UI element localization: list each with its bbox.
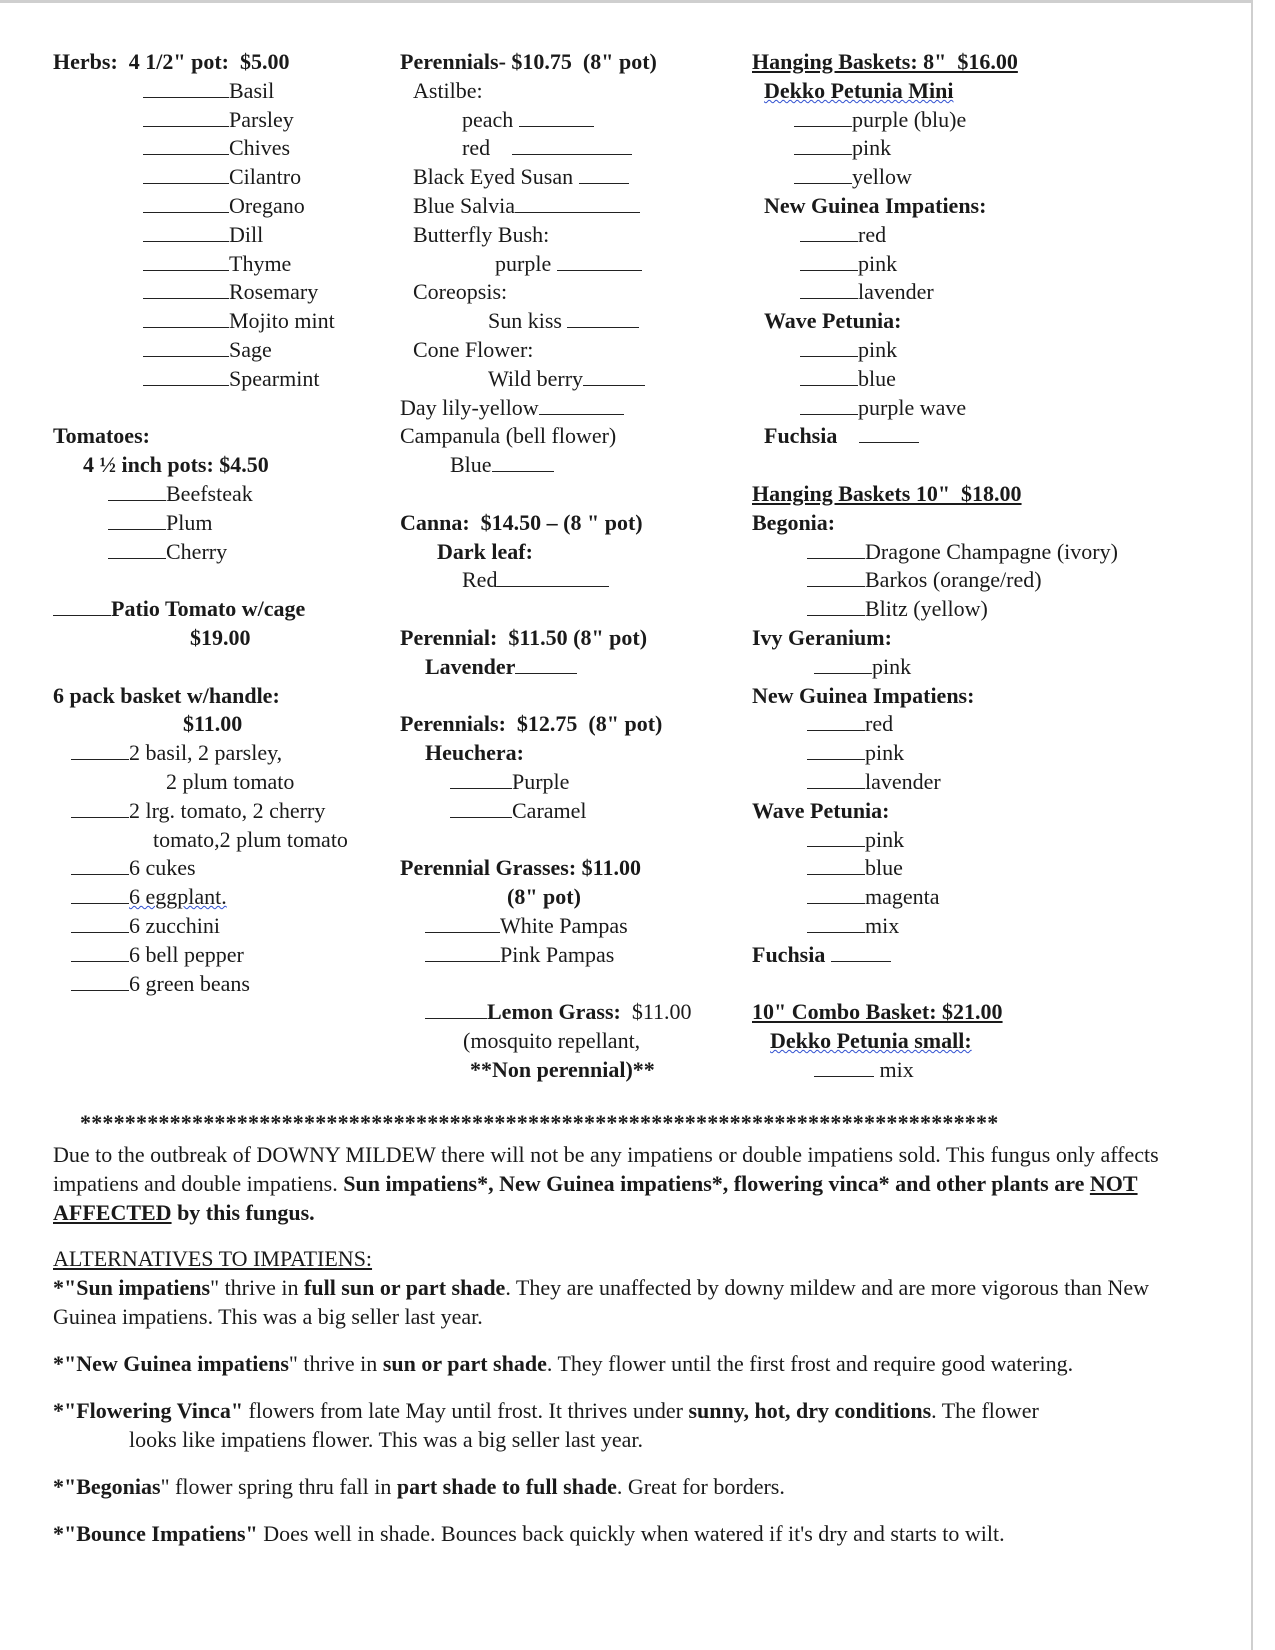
ivy-label: Ivy Geranium: xyxy=(752,624,892,650)
vinca-note-cont: looks like impatiens flower. This was a big seller last year. xyxy=(129,1427,644,1452)
hanging10-heading: Hanging Baskets 10" $18.00 xyxy=(752,480,1022,506)
combo-heading: 10" Combo Basket: $21.00 xyxy=(752,999,1003,1025)
herb-list xyxy=(53,77,393,394)
order-blank[interactable] xyxy=(800,336,858,357)
order-blank[interactable] xyxy=(71,912,129,933)
order-blank[interactable] xyxy=(143,192,229,213)
list-item: 2 basil, 2 parsley, xyxy=(53,739,393,768)
list-item: mix xyxy=(752,912,1182,941)
list-item: pink xyxy=(752,336,1182,365)
perennials-heading: Perennials- $10.75 (8" pot) xyxy=(400,49,657,74)
ngi10-label: New Guinea Impatiens: xyxy=(752,682,975,708)
list-item: Black Eyed Susan xyxy=(400,163,745,192)
list-item: red xyxy=(400,134,745,163)
list-item: Lavender xyxy=(400,653,745,682)
order-blank[interactable] xyxy=(108,480,166,501)
dark-leaf-label: Dark leaf: xyxy=(437,538,533,564)
order-blank[interactable] xyxy=(807,566,865,587)
list-item: Dragone Champagne (ivory) xyxy=(752,538,1182,567)
herbs-heading: Herbs: 4 1/2" pot: $5.00 xyxy=(53,49,290,74)
list-item: Mojito mint xyxy=(53,307,393,336)
list-item: Wild berry xyxy=(400,365,745,394)
order-blank[interactable] xyxy=(567,307,639,328)
grasses-heading: Perennial Grasses: $11.00 xyxy=(400,855,641,881)
list-item: Dill xyxy=(53,221,393,250)
tomato-pot-price: 4 ½ inch pots: $4.50 xyxy=(83,452,269,478)
order-blank[interactable] xyxy=(807,710,865,731)
list-item: Spearmint xyxy=(53,365,393,394)
order-blank[interactable] xyxy=(108,538,166,559)
list-item: Fuchsia xyxy=(752,422,1182,451)
list-item: Oregano xyxy=(53,192,393,221)
new-guinea-note: *"New Guinea impatiens" thrive in sun or part shade. They flower until the first frost and require good watering. xyxy=(53,1351,1074,1376)
list-item: Plum xyxy=(53,509,393,538)
list-item: Beefsteak xyxy=(53,480,393,509)
sun-impatiens-note: *"Sun impatiens" thrive in full sun or part shade. They are unaffected by downy mildew and are more vigorous than New Guinea impatiens. This was a big seller last year. xyxy=(53,1275,1150,1329)
order-blank[interactable] xyxy=(497,566,609,587)
column-perennials xyxy=(400,48,745,1085)
order-blank[interactable] xyxy=(859,422,919,443)
order-blank[interactable] xyxy=(800,394,858,415)
campanula-label: Campanula (bell flower) xyxy=(400,423,617,449)
astilbe-label: Astilbe: xyxy=(413,77,483,103)
order-blank[interactable] xyxy=(807,595,865,616)
order-blank[interactable] xyxy=(800,278,858,299)
begonia-label: Begonia: xyxy=(752,509,836,535)
order-blank[interactable] xyxy=(807,883,865,904)
order-blank[interactable] xyxy=(108,509,166,530)
vinca-note: *"Flowering Vinca" flowers from late May until frost. It thrives under sunny, hot, dry conditions. The flower xyxy=(53,1398,1039,1423)
order-blank[interactable] xyxy=(425,941,500,962)
list-item: Cilantro xyxy=(53,163,393,192)
list-item: Purple xyxy=(400,768,745,797)
order-blank[interactable] xyxy=(143,307,229,328)
order-blank[interactable] xyxy=(143,163,229,184)
list-item: 6 bell pepper xyxy=(53,941,393,970)
order-blank[interactable] xyxy=(143,365,229,386)
list-item: yellow xyxy=(752,163,1182,192)
list-item: White Pampas xyxy=(400,912,745,941)
order-blank[interactable] xyxy=(800,221,858,242)
order-blank[interactable] xyxy=(794,106,852,127)
hanging8-heading: Hanging Baskets: 8" $16.00 xyxy=(752,49,1018,74)
ngi-label: New Guinea Impatiens: xyxy=(764,192,987,218)
order-blank[interactable] xyxy=(425,912,500,933)
order-blank[interactable] xyxy=(579,163,629,184)
order-blank[interactable] xyxy=(71,797,129,818)
list-item: purple (blu)e xyxy=(752,106,1182,135)
alternatives-section xyxy=(53,1244,1203,1548)
wave10-label: Wave Petunia: xyxy=(752,797,890,823)
basket-price: $11.00 xyxy=(183,711,243,737)
cone-label: Cone Flower: xyxy=(413,336,534,362)
order-blank[interactable] xyxy=(807,768,865,789)
butterfly-label: Butterfly Bush: xyxy=(413,221,550,247)
order-blank[interactable] xyxy=(800,365,858,386)
list-item: Caramel xyxy=(400,797,745,826)
order-blank[interactable] xyxy=(71,970,129,991)
order-blank[interactable] xyxy=(450,797,512,818)
list-item: Blue xyxy=(400,451,745,480)
list-item: lavender xyxy=(752,278,1182,307)
order-blank[interactable] xyxy=(143,250,229,271)
canna-heading: Canna: $14.50 – (8 " pot) xyxy=(400,509,643,535)
combo-dekko-label: Dekko Petunia small: xyxy=(770,1028,972,1054)
list-item: blue xyxy=(752,854,1182,883)
list-item: lavender xyxy=(752,768,1182,797)
order-blank[interactable] xyxy=(539,394,624,415)
order-blank[interactable] xyxy=(143,106,229,127)
order-blank[interactable] xyxy=(71,883,129,904)
list-item: 2 lrg. tomato, 2 cherry xyxy=(53,797,393,826)
list-item: pink xyxy=(752,739,1182,768)
list-item: Rosemary xyxy=(53,278,393,307)
list-item: Sage xyxy=(53,336,393,365)
list-item-cont: tomato,2 plum tomato xyxy=(153,826,348,852)
order-blank[interactable] xyxy=(794,163,852,184)
order-blank[interactable] xyxy=(557,250,642,271)
list-item: blue xyxy=(752,365,1182,394)
list-item: pink xyxy=(752,134,1182,163)
list-item: peach xyxy=(400,106,745,135)
list-item: Chives xyxy=(53,134,393,163)
list-item: Sun kiss xyxy=(400,307,745,336)
order-blank[interactable] xyxy=(492,451,554,472)
coreopsis-label: Coreopsis: xyxy=(413,279,508,305)
heuchera-heading: Perennials: $12.75 (8" pot) xyxy=(400,711,663,737)
order-blank[interactable] xyxy=(807,826,865,847)
patio-tomato-price: $19.00 xyxy=(190,624,251,650)
list-item: magenta xyxy=(752,883,1182,912)
list-item-cont: 2 plum tomato xyxy=(166,768,295,794)
order-blank[interactable] xyxy=(807,538,865,559)
wave-label: Wave Petunia: xyxy=(764,308,902,334)
list-item: Basil xyxy=(53,77,393,106)
order-blank[interactable] xyxy=(71,941,129,962)
order-blank[interactable] xyxy=(143,77,229,98)
order-blank[interactable] xyxy=(519,106,594,127)
lemon-note: (mosquito repellant, xyxy=(463,1028,641,1054)
list-item: 6 green beans xyxy=(53,970,393,999)
order-blank[interactable] xyxy=(807,739,865,760)
alternatives-heading: ALTERNATIVES TO IMPATIENS: xyxy=(53,1246,373,1271)
order-blank[interactable] xyxy=(807,854,865,875)
begonias-note: *"Begonias" flower spring thru fall in part shade to full shade. Great for borders. xyxy=(53,1474,785,1499)
dekko-label: Dekko Petunia Mini xyxy=(764,77,954,103)
list-item: Pink Pampas xyxy=(400,941,745,970)
tomatoes-heading: Tomatoes: xyxy=(53,423,150,449)
grasses-pot-size: (8" pot) xyxy=(507,884,581,910)
separator-stars: ********************************************************************************** xyxy=(80,1110,999,1135)
list-item: purple xyxy=(400,250,745,279)
list-item: Parsley xyxy=(53,106,393,135)
list-item: Lemon Grass: $11.00 xyxy=(400,998,745,1027)
order-blank[interactable] xyxy=(800,250,858,271)
list-item: Red xyxy=(400,566,745,595)
order-blank[interactable] xyxy=(814,1056,874,1077)
list-item: pink xyxy=(752,826,1182,855)
order-blank[interactable] xyxy=(143,221,229,242)
order-blank[interactable] xyxy=(425,998,487,1019)
list-item: Barkos (orange/red) xyxy=(752,566,1182,595)
column-herbs-tomatoes xyxy=(53,48,393,998)
list-item: red xyxy=(752,221,1182,250)
list-item: Blitz (yellow) xyxy=(752,595,1182,624)
patio-tomato: Patio Tomato w/cage xyxy=(53,595,393,624)
order-blank[interactable] xyxy=(515,653,577,674)
list-item: Fuchsia xyxy=(752,941,1182,970)
list-item: Cherry xyxy=(53,538,393,567)
order-blank[interactable] xyxy=(71,739,129,760)
order-blank[interactable] xyxy=(71,854,129,875)
order-blank[interactable] xyxy=(831,941,891,962)
order-blank[interactable] xyxy=(512,134,632,155)
lavender-heading: Perennial: $11.50 (8" pot) xyxy=(400,624,648,650)
order-blank[interactable] xyxy=(515,192,640,213)
list-item: Day lily-yellow xyxy=(400,394,745,423)
heuchera-label: Heuchera: xyxy=(425,740,524,766)
list-item: 6 cukes xyxy=(53,854,393,883)
order-blank[interactable] xyxy=(807,912,865,933)
list-item: Thyme xyxy=(53,250,393,279)
list-item: 6 zucchini xyxy=(53,912,393,941)
list-item: 6 eggplant. xyxy=(53,883,393,912)
order-blank[interactable] xyxy=(814,653,872,674)
order-blank[interactable] xyxy=(143,134,229,155)
list-item: purple wave xyxy=(752,394,1182,423)
order-blank[interactable] xyxy=(450,768,512,789)
order-blank[interactable] xyxy=(583,365,645,386)
order-blank[interactable] xyxy=(143,336,229,357)
list-item: red xyxy=(752,710,1182,739)
list-item: pink xyxy=(752,250,1182,279)
list-item: mix xyxy=(752,1056,1182,1085)
bounce-note: *"Bounce Impatiens" Does well in shade. Bounces back quickly when watered if it's dry and starts to wilt. xyxy=(53,1521,1005,1546)
list-item: pink xyxy=(752,653,1182,682)
lemon-note-bold: **Non perennial)** xyxy=(470,1056,655,1082)
downy-mildew-notice: Due to the outbreak of DOWNY MILDEW there will not be any impatiens or double impatiens sold. This fungus only affects impatiens and double impatiens. Sun impatiens*, New Guinea impatiens*, flowering vinca* and other plants are NOT AFFECTED by this fungus. xyxy=(53,1142,1159,1225)
list-item: Blue Salvia xyxy=(400,192,745,221)
order-blank[interactable] xyxy=(143,278,229,299)
basket-heading: 6 pack basket w/handle: xyxy=(53,682,280,708)
order-blank[interactable] xyxy=(794,134,852,155)
column-hanging-baskets xyxy=(752,48,1182,1085)
order-blank[interactable] xyxy=(53,595,111,616)
